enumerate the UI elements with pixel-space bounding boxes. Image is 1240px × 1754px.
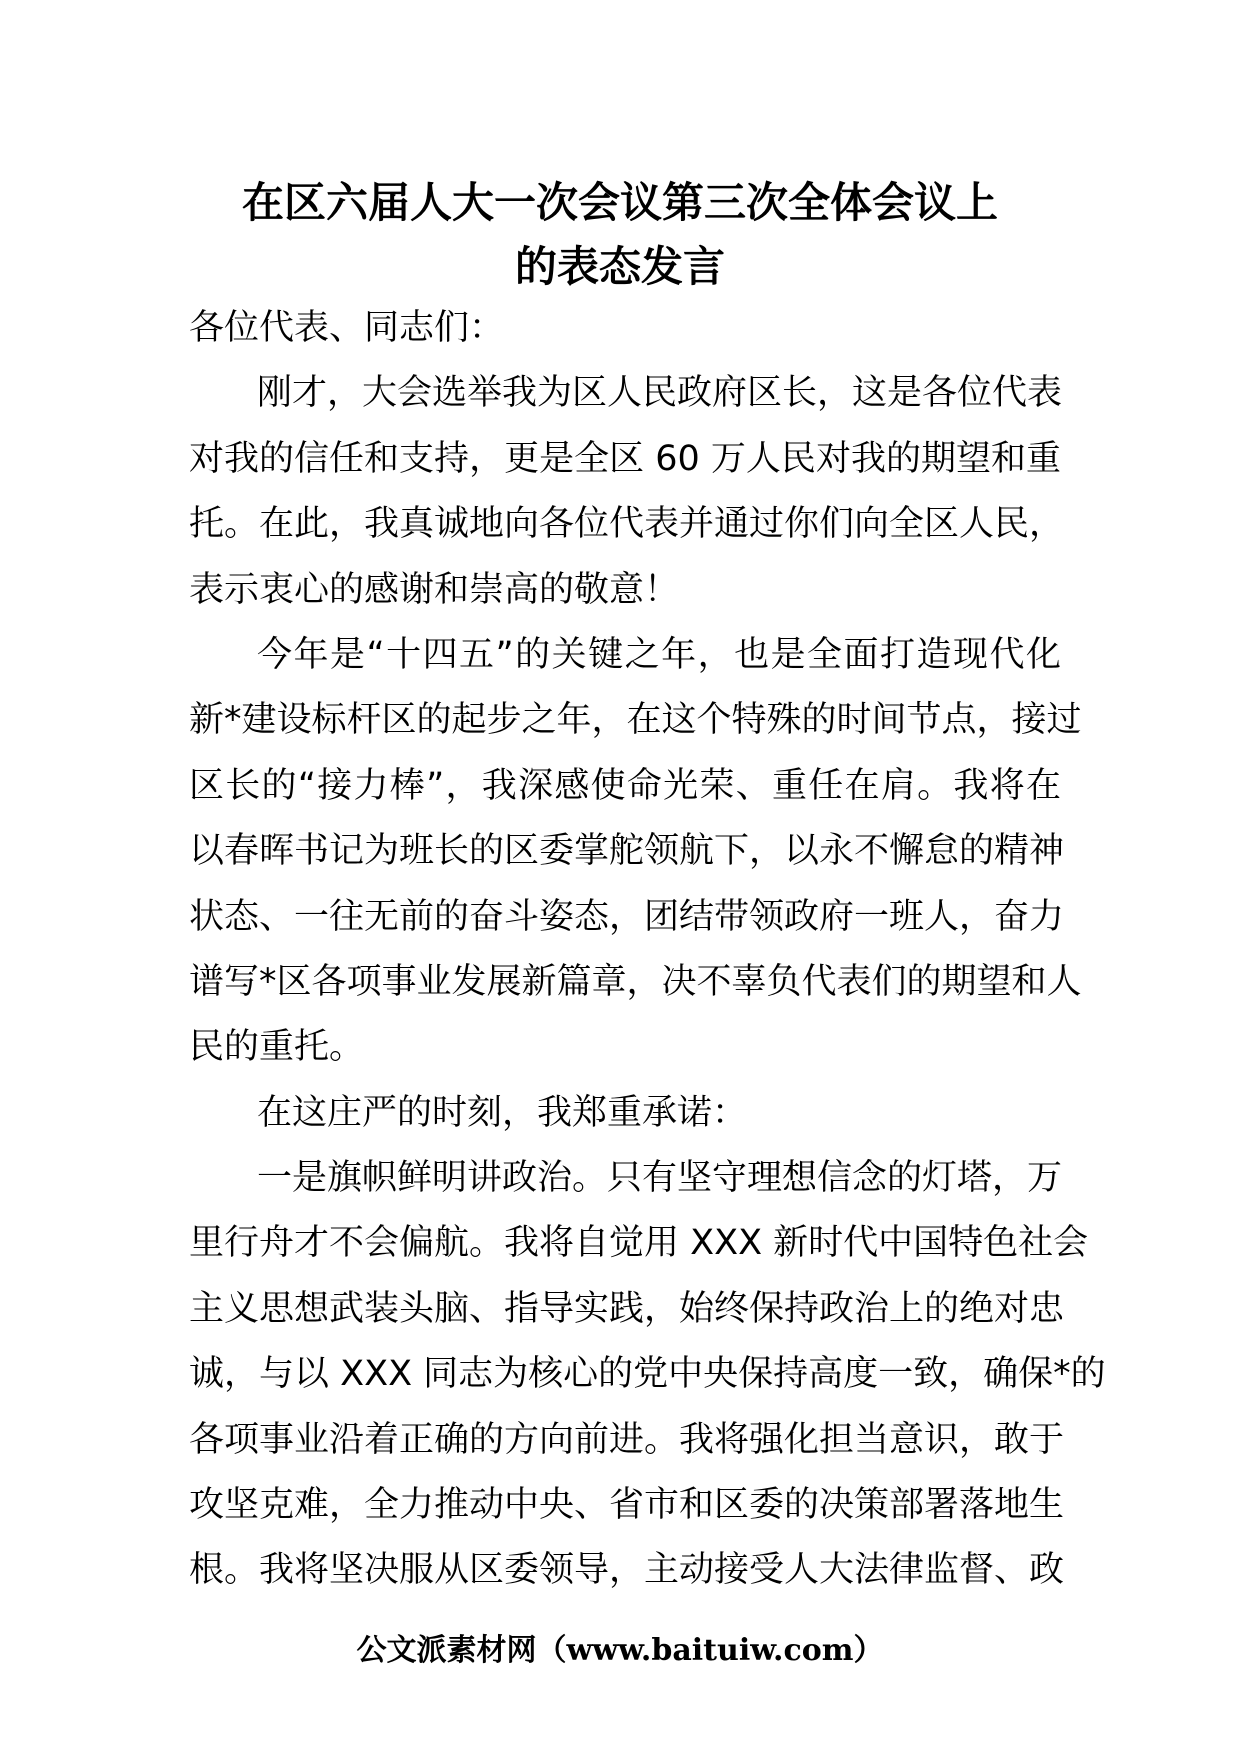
text-line: 今年是“十四五”的关键之年，也是全面打造现代化 [257,634,1061,675]
document-title-line-1: 在区六届人大一次会议第三次全体会议上 [241,178,998,227]
text-line: 各位代表、同志们： [189,308,505,348]
text-line: 托。在此，我真诚地向各位代表并通过你们向全区人民， [189,504,1065,545]
text-line: 民的重托。 [189,1027,365,1068]
text-line: 各项事业沿着正确的方向前进。我将强化担当意识，敢于 [189,1419,1065,1460]
text-line: 主义思想武装头脑、指导实践，始终保持政治上的绝对忠 [189,1288,1065,1329]
footer-watermark: 公文派素材网（www.baituiw.com） [356,1633,884,1668]
text-line: 根。我将坚决服从区委领导，主动接受人大法律监督、政 [189,1550,1065,1591]
text-line: 状态、一往无前的奋斗姿态，团结带领政府一班人，奋力 [189,896,1065,937]
text-line: 一是旗帜鲜明讲政治。只有坚守理想信念的灯塔，万 [257,1158,1063,1199]
document-title-line-2: 的表态发言 [514,242,725,291]
text-line: 攻坚克难，全力推动中央、省市和区委的决策部署落地生 [189,1485,1065,1526]
text-line: 在这庄严的时刻，我郑重承诺： [257,1092,748,1133]
text-line: 刚才，大会选举我为区人民政府区长，这是各位代表 [257,373,1063,414]
text-line: 里行舟才不会偏航。我将自觉用 XXX 新时代中国特色社会 [189,1223,1089,1264]
document-body [189,296,1106,1604]
text-line: 表示衷心的感谢和崇高的敬意！ [189,569,680,610]
text-line: 诚，与以 XXX 同志为核心的党中央保持高度一致，确保*的 [189,1354,1106,1395]
text-line: 以春晖书记为班长的区委掌舵领航下，以永不懈怠的精神 [189,831,1065,872]
text-line: 对我的信任和支持，更是全区 60 万人民对我的期望和重 [189,438,1061,479]
text-line: 区长的“接力棒”，我深感使命光荣、重任在肩。我将在 [189,765,1061,806]
text-line: 谱写*区各项事业发展新篇章，决不辜负代表们的期望和人 [189,961,1082,1002]
text-line: 新*建设标杆区的起步之年，在这个特殊的时间节点，接过 [189,700,1082,741]
